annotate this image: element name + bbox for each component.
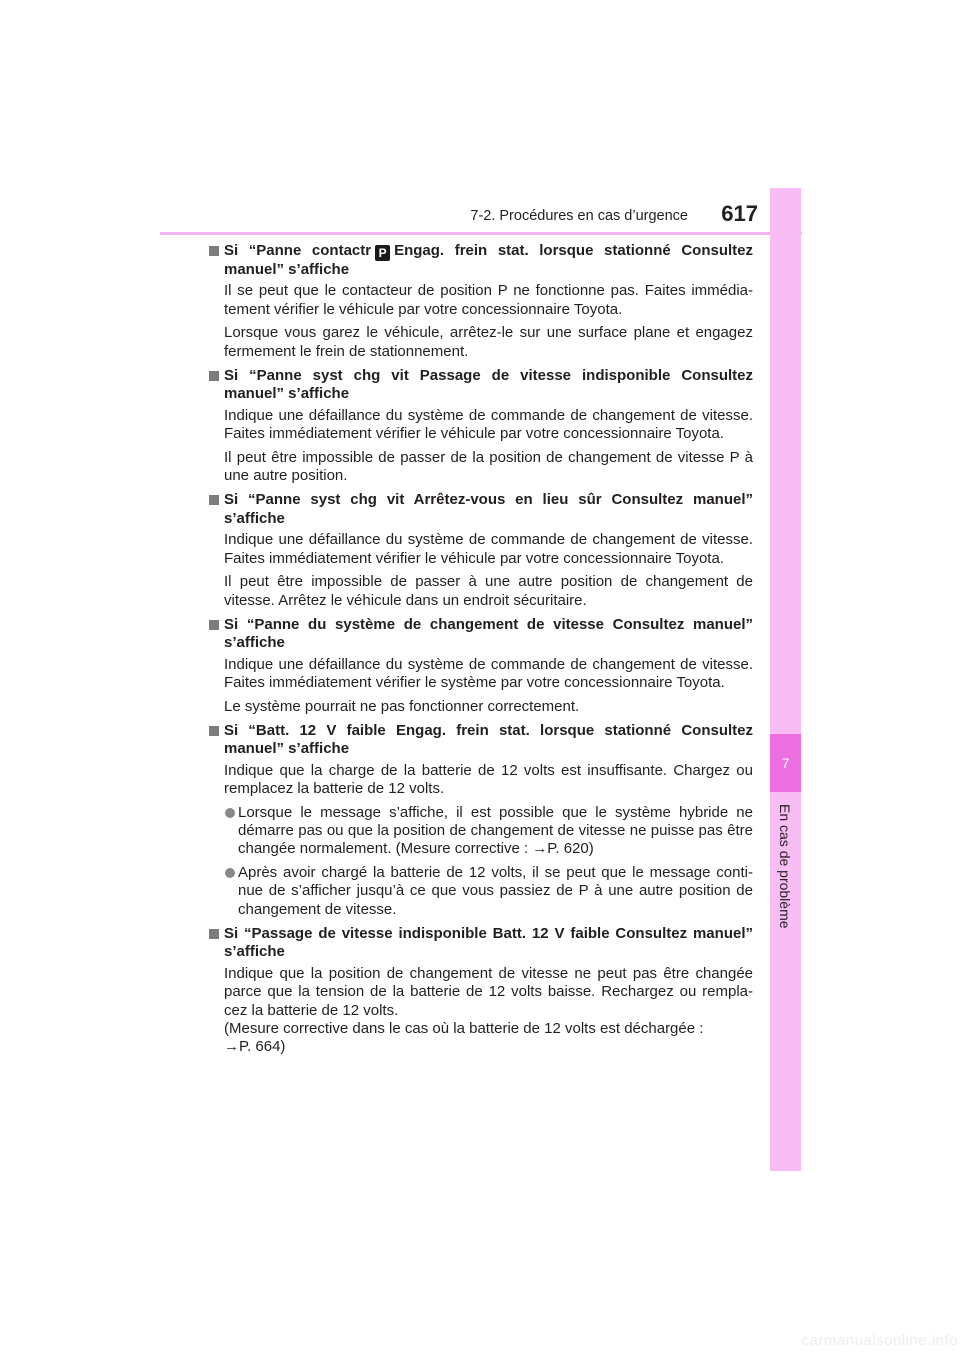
section-heading: Si “Batt. 12 V faible Engag. frein stat. lorsque stationné Consultez manuel” s’affiche xyxy=(205,722,753,759)
paragraph: Le système pourrait ne pas fonctionner correctement. xyxy=(224,697,580,715)
p-position-indicator-icon: P xyxy=(375,245,390,261)
page-content xyxy=(205,242,753,1063)
header-rule xyxy=(160,232,802,235)
paragraph: Indique une défaillance du système de commande de changement de vitesse. Faites immédiatement vérifier le système par votre concessionnaire Toyota. xyxy=(224,655,753,692)
paragraph: Indique une défaillance du système de commande de changement de vitesse. Faites immédiatement vérifier le véhicule par votre concessionnaire Toyota. xyxy=(224,531,753,567)
paragraph: (Mesure corrective dans le cas où la batterie de 12 volts est déchargée : xyxy=(224,1020,704,1038)
square-bullet-icon xyxy=(209,929,219,939)
square-bullet-icon xyxy=(209,246,219,256)
section-heading: Si “Panne syst chg vit Arrêtez-vous en lieu sûr Consultez manuel” s’affiche xyxy=(205,491,753,528)
section-panne-systeme xyxy=(205,616,753,716)
paragraph: Il peut être impossible de passer à une autre position de changement de vitesse. Arrêtez le véhicule dans un endroit sécuritaire. xyxy=(224,573,753,609)
section-heading: Si “Panne du système de changement de vitesse Consultez manuel” s’affiche xyxy=(205,616,753,653)
chapter-number-box xyxy=(770,734,801,792)
section-heading: Si “Panne syst chg vit Passage de vitesse indisponible Consultez manuel” s’affiche xyxy=(205,367,753,404)
section-heading: Si “Passage de vitesse indisponible Batt. 12 V faible Consultez manuel” s’affiche xyxy=(205,925,753,962)
section-passage-batt-faible xyxy=(205,925,753,1057)
section-passage-indisponible xyxy=(205,367,753,485)
paragraph: Indique une défaillance du système de commande de changement de vitesse. Faites immédiatement vérifier le véhicule par votre concessionnaire Toyota. xyxy=(224,406,753,443)
round-bullet-icon xyxy=(225,868,235,878)
page-number: 617 xyxy=(721,201,758,226)
paragraph: →P. 664) xyxy=(224,1038,286,1056)
section-arretez-vous xyxy=(205,491,753,609)
paragraph: Indique que la position de changement de vitesse ne peut pas être changée parce que la tension de la batterie de 12 volts baisse. Rechargez ou rempla-cez la batterie de 12 volts. xyxy=(224,964,753,1019)
footer-watermark: carmanualsonline.info xyxy=(801,1332,958,1349)
square-bullet-icon xyxy=(209,495,219,505)
chapter-number: 7 xyxy=(781,755,790,771)
round-bullet-icon xyxy=(225,808,235,818)
paragraph: Lorsque vous garez le véhicule, arrêtez-le sur une surface plane et engagez fermement le frein de stationnement. xyxy=(224,324,753,360)
bullet-item: Lorsque le message s’affiche, il est possible que le système hybride ne démarre pas ou que la position de changement de vitesse ne puisse pas être changée normalement. (Mesure corrective : →P. 620) xyxy=(205,804,753,859)
square-bullet-icon xyxy=(209,620,219,630)
square-bullet-icon xyxy=(209,371,219,381)
section-batt-faible xyxy=(205,722,753,919)
chapter-side-tab xyxy=(770,188,801,1171)
section-panne-contactr xyxy=(205,242,753,361)
paragraph: Il se peut que le contacteur de position P ne fonctionne pas. Faites immédia-tement vérifier le véhicule par votre concessionnaire Toyota. xyxy=(224,282,753,318)
header-section-title: 7-2. Procédures en cas d’urgence xyxy=(470,208,688,224)
chapter-title: En cas de problème xyxy=(777,804,793,929)
bullet-item: Après avoir chargé la batterie de 12 volts, il se peut que le message conti-nue de s’afficher jusqu’à ce que vous passiez de P à une autre position de changement de vitesse. xyxy=(205,864,753,919)
paragraph: Il peut être impossible de passer de la position de changement de vitesse P à une autre position. xyxy=(224,448,753,485)
square-bullet-icon xyxy=(209,726,219,736)
section-heading: Si “Panne contactr P Engag. frein stat. lorsque stationné Consultez manuel” s’affiche xyxy=(205,242,753,279)
paragraph: Indique que la charge de la batterie de 12 volts est insuffisante. Chargez ou remplacez la batterie de 12 volts. xyxy=(224,761,753,798)
